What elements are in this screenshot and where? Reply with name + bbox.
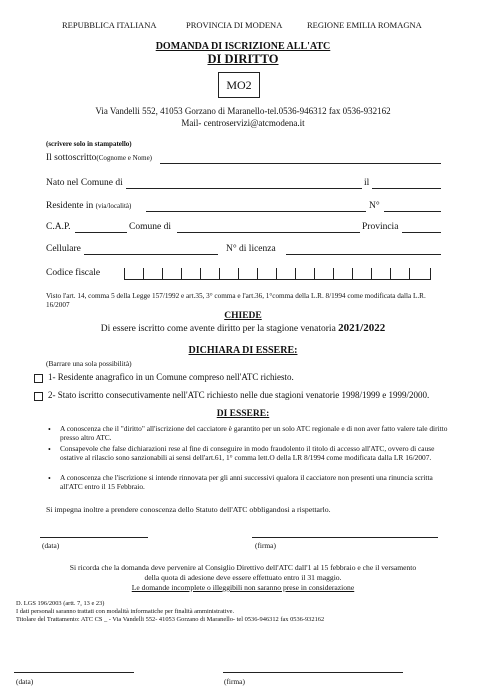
privacy-law: D. LGS 196/2003 (artt. 7, 13 e 23) bbox=[16, 600, 105, 607]
firma-field[interactable] bbox=[252, 537, 438, 538]
option-2-label: 2- Stato iscritto consecutivamente nell'ATC richiesto nelle due stagioni venatorie 1998/1999 e 1999/2000. bbox=[48, 390, 430, 400]
bullet-3: A conoscenza che l'iscrizione si intende rinnovata per gli anni successivi qualora il cacciatore non presenti una rinuncia scritta all'ATC entro il 15 Febbraio. bbox=[60, 473, 433, 491]
reminder-line-2: della quota di adesione deve essere effettuato entro il 31 maggio. bbox=[144, 573, 342, 582]
cap-field[interactable] bbox=[75, 232, 127, 233]
bullet-icon: • bbox=[48, 425, 51, 434]
form-code-box: MO2 bbox=[218, 72, 260, 98]
cf-cell bbox=[314, 268, 325, 280]
cf-cell bbox=[352, 268, 363, 280]
cf-cell bbox=[430, 268, 441, 280]
nato-label: Nato nel Comune di bbox=[46, 178, 123, 188]
residente-field[interactable] bbox=[146, 211, 366, 212]
residente-label: Residente in bbox=[46, 201, 94, 211]
il-label: il bbox=[364, 178, 370, 188]
codice-fiscale-label: Codice fiscale bbox=[46, 268, 101, 278]
cf-cell bbox=[295, 268, 306, 280]
field-label-residente bbox=[46, 201, 131, 211]
impegno-text: Si impegna inoltre a prendere conoscenza dello Statuto dell'ATC obbligandosi a rispettarlo. bbox=[46, 505, 331, 514]
header-right: REGIONE EMILIA ROMAGNA bbox=[307, 20, 422, 30]
header-left: REPUBBLICA ITALIANA bbox=[62, 20, 157, 30]
provincia-field[interactable] bbox=[402, 232, 441, 233]
cf-cell bbox=[371, 268, 382, 280]
legal-reference: Visto l'art. 14, comma 5 della Legge 157/1992 e art.35, 3° comma e l'art.36, 1°comma della L.R. 8/1994 come modificata dalla L.R. 16/2007 bbox=[46, 292, 426, 309]
residente-hint: (via/località) bbox=[95, 202, 132, 210]
nato-data-field[interactable] bbox=[372, 188, 441, 189]
cf-cell bbox=[143, 268, 154, 280]
sottoscritto-field[interactable] bbox=[160, 163, 441, 164]
data-field-2[interactable] bbox=[14, 672, 134, 673]
field-label-sottoscritto bbox=[46, 153, 152, 163]
address-line: Via Vandelli 552, 41053 Gorzano di Maranello-tel.0536-946312 fax 0536-932162 bbox=[95, 106, 391, 116]
document-subtitle: DI DIRITTO bbox=[207, 52, 279, 66]
privacy-note: I dati personali saranno trattati con modalità informatiche per finalità amministrative. bbox=[16, 608, 235, 615]
comune-field[interactable] bbox=[177, 232, 360, 233]
firma-label-2: (firma) bbox=[224, 677, 245, 686]
cellulare-field[interactable] bbox=[84, 254, 218, 255]
sottoscritto-label: Il sottoscritto bbox=[46, 153, 97, 163]
mail-line: Mail- centroservizi@atcmodena.it bbox=[181, 118, 305, 128]
data-field[interactable] bbox=[40, 537, 148, 538]
cap-label: C.A.P. bbox=[46, 222, 71, 232]
licenza-label: N° di licenza bbox=[226, 244, 276, 254]
cf-cell bbox=[181, 268, 192, 280]
season-value: 2021/2022 bbox=[338, 322, 386, 334]
chiede-line bbox=[0, 322, 486, 334]
cf-cell bbox=[257, 268, 268, 280]
option-1-checkbox[interactable] bbox=[34, 374, 43, 383]
cf-cell bbox=[200, 268, 211, 280]
cf-cell bbox=[162, 268, 173, 280]
licenza-field[interactable] bbox=[286, 254, 441, 255]
nato-comune-field[interactable] bbox=[126, 188, 362, 189]
provincia-label: Provincia bbox=[362, 222, 399, 232]
option-2-checkbox[interactable] bbox=[34, 392, 43, 401]
cf-cell bbox=[409, 268, 420, 280]
chiede-heading: CHIEDE bbox=[224, 311, 262, 321]
bullet-1: A conoscenza che il "diritto" all'iscrizione del cacciatore è garantito per un solo ATC regionale e di non aver fatto valere tale diritto presso altro ATC. bbox=[60, 424, 448, 442]
bullet-icon: • bbox=[48, 445, 51, 454]
cf-cell bbox=[390, 268, 401, 280]
cf-cell bbox=[219, 268, 230, 280]
cf-cell bbox=[238, 268, 249, 280]
dichiara-note: (Barrare una sola possibilità) bbox=[46, 359, 132, 368]
reminder-line-3: Le domande incomplete o illeggibili non saranno prese in considerazione bbox=[131, 583, 355, 592]
chiede-text: Di essere iscritto come avente diritto per la stagione venatoria bbox=[100, 324, 336, 334]
comune-label: Comune di bbox=[129, 222, 171, 232]
firma-field-2[interactable] bbox=[223, 672, 403, 673]
cf-cell bbox=[124, 268, 135, 280]
firma-label: (firma) bbox=[255, 541, 276, 550]
data-label-2: (data) bbox=[16, 677, 34, 686]
stampatello-note: (scrivere solo in stampatello) bbox=[46, 140, 132, 148]
bullet-2: Consapevole che false dichiarazioni rese al fine di conseguire in modo fraudolento il titolo di accesso all'ATC, ovvero di cause ostative al rilascio sono sanzionabili ai sensi dell'art.61, 1° comma lett.O della LR 8/1994 come modificata dalla LR 16/2007. bbox=[60, 444, 435, 462]
di-essere-heading: DI ESSERE: bbox=[216, 409, 270, 419]
cellulare-label: Cellulare bbox=[46, 244, 81, 254]
cf-cell bbox=[276, 268, 287, 280]
option-1-label: 1- Residente anagrafico in un Comune compreso nell'ATC richiesto. bbox=[48, 372, 294, 382]
data-label: (data) bbox=[42, 541, 60, 550]
numero-label: N° bbox=[369, 201, 380, 211]
header-center: PROVINCIA DI MODENA bbox=[186, 20, 283, 30]
dichiara-heading: DICHIARA DI ESSERE: bbox=[188, 345, 298, 356]
bullet-icon: • bbox=[48, 474, 51, 483]
privacy-titolare: Titolare del Trattamento: ATC CS _ - Via Vandelli 552- 41053 Gorzano di Maranello- tel 0536-946312 fax 0536-932162 bbox=[16, 616, 325, 623]
reminder-line-1: Si ricorda che la domanda deve pervenire al Consiglio Direttivo dell'ATC dall'1 al 15 febbraio e che il versamento bbox=[69, 563, 417, 572]
cf-cell bbox=[333, 268, 344, 280]
numero-field[interactable] bbox=[384, 211, 441, 212]
document-title: DOMANDA DI ISCRIZIONE ALL'ATC bbox=[155, 41, 331, 52]
sottoscritto-hint: (Cognome e Nome) bbox=[96, 154, 153, 162]
